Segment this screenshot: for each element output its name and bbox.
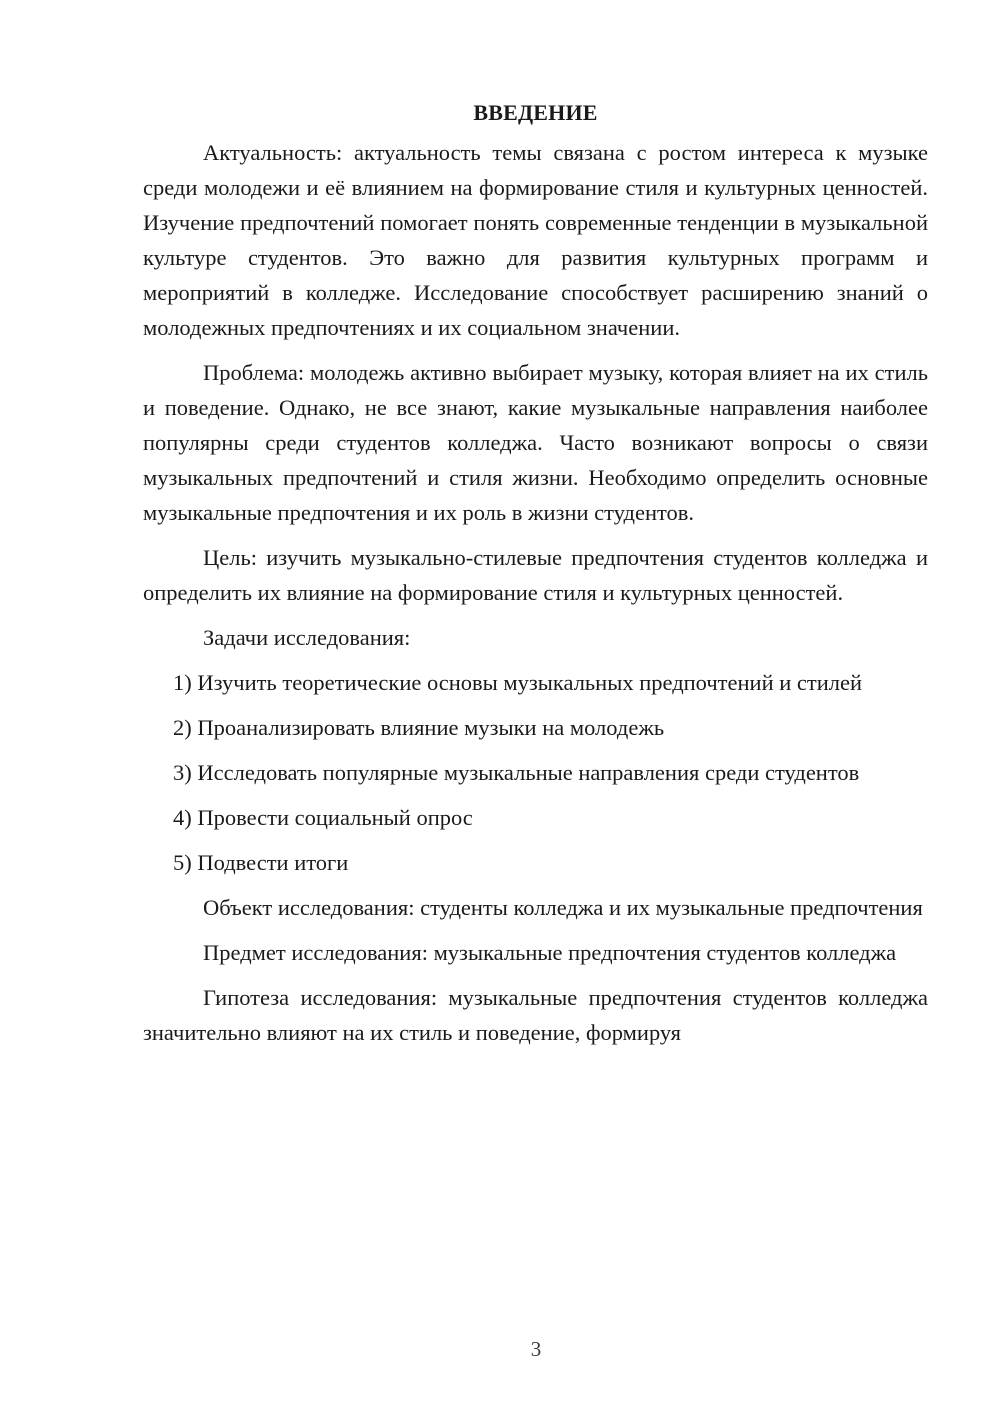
task-item-3: 3) Исследовать популярные музыкальные направления среди студентов bbox=[173, 760, 860, 785]
task-item-5: 5) Подвести итоги bbox=[173, 850, 349, 875]
page-number: 3 bbox=[530, 1337, 542, 1361]
task-item-4: 4) Провести социальный опрос bbox=[173, 805, 473, 830]
page-content bbox=[143, 95, 928, 1050]
section-title: ВВЕДЕНИЕ bbox=[473, 100, 598, 125]
paragraph-problem: Проблема: молодежь активно выбирает музыку, которая влияет на их стиль и поведение. Однако, не все знают, какие музыкальные направления наиболее популярны среди студентов колледжа. Часто возникают вопросы о связи музыкальных предпочтений и стиля жизни. Необходимо определить основные музыкальные предпочтения и их роль в жизни студентов. bbox=[143, 360, 928, 525]
paragraph-hypothesis: Гипотеза исследования: музыкальные предпочтения студентов колледжа значительно влияют на их стиль и поведение, формируя bbox=[143, 985, 928, 1045]
paragraph-relevance: Актуальность: актуальность темы связана с ростом интереса к музыке среди молодежи и её влиянием на формирование стиля и культурных ценностей. Изучение предпочтений помогает понять современные тенденции в музыкальной культуре студентов. Это важно для развития культурных программ и мероприятий в колледже. Исследование способствует расширению знаний о молодежных предпочтениях и их социальном значении. bbox=[143, 140, 928, 340]
paragraph-object: Объект исследования: студенты колледжа и их музыкальные предпочтения bbox=[203, 895, 923, 920]
task-item-1: 1) Изучить теоретические основы музыкальных предпочтений и стилей bbox=[173, 670, 863, 695]
paragraph-goal: Цель: изучить музыкально-стилевые предпочтения студентов колледжа и определить их влияние на формирование стиля и культурных ценностей. bbox=[143, 545, 928, 605]
tasks-heading: Задачи исследования: bbox=[203, 625, 411, 650]
paragraph-subject: Предмет исследования: музыкальные предпочтения студентов колледжа bbox=[203, 940, 897, 965]
task-item-2: 2) Проанализировать влияние музыки на молодежь bbox=[173, 715, 665, 740]
